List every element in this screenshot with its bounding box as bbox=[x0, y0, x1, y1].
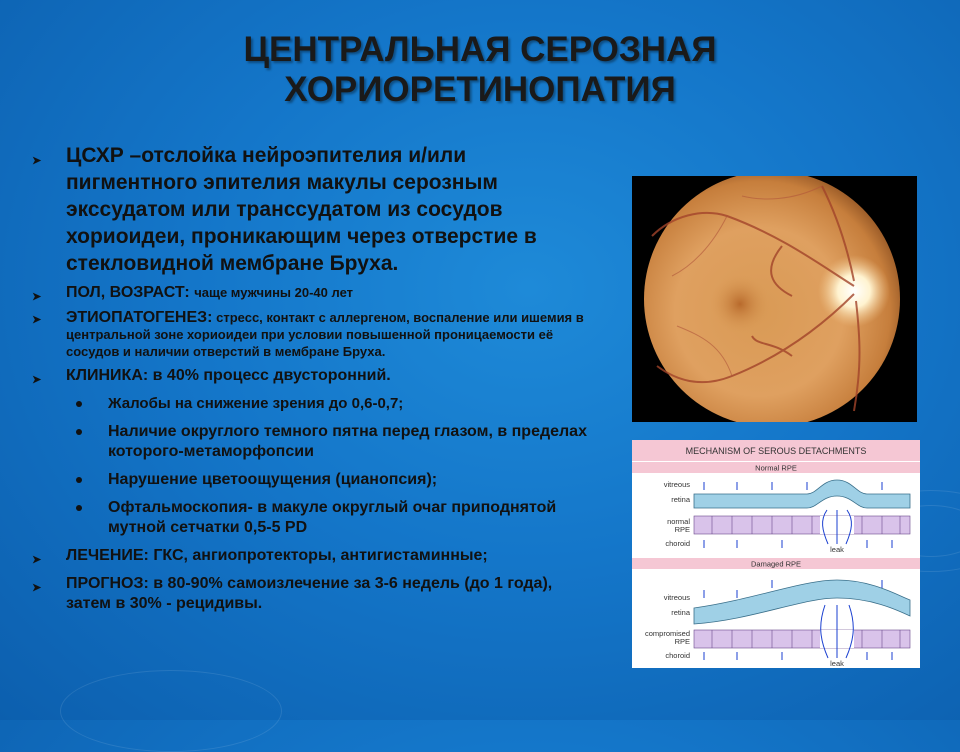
label-vitreous: vitreous bbox=[663, 480, 690, 489]
bullet-sex-age bbox=[30, 283, 600, 303]
arrow-bullet-icon: ➤ bbox=[32, 374, 42, 386]
label-normal: normal bbox=[667, 517, 690, 526]
symptom-text: Офтальмоскопия- в макуле округлый очаг приподнятой мутной сетчатки 0,5-5 PD bbox=[108, 499, 557, 536]
arrow-bullet-icon: ➤ bbox=[32, 314, 42, 326]
symptom-item bbox=[30, 422, 600, 462]
label-retina: retina bbox=[671, 495, 690, 504]
symptom-item bbox=[30, 394, 600, 414]
label-leak: leak bbox=[830, 545, 844, 554]
arrow-bullet-icon: ➤ bbox=[32, 291, 42, 303]
retina-layer bbox=[694, 480, 910, 508]
symptom-text: Наличие округлого темного пятна перед глазом, в пределах которого-метаморфопсии bbox=[108, 423, 587, 460]
panel1-title: Normal RPE bbox=[755, 463, 797, 473]
etio-label: ЭТИОПАТОГЕНЕЗ: bbox=[66, 309, 213, 326]
clinic-text: КЛИНИКА: в 40% процесс двусторонний. bbox=[66, 367, 391, 384]
bullet-etiopathogenesis bbox=[30, 309, 600, 360]
label-leak: leak bbox=[830, 659, 844, 668]
panel2-title: Damaged RPE bbox=[750, 559, 802, 569]
slide-title bbox=[0, 30, 960, 110]
label-vitreous: vitreous bbox=[663, 593, 690, 602]
arrow-bullet-icon: ➤ bbox=[32, 155, 42, 167]
label-retina: retina bbox=[671, 608, 690, 617]
bullet-prognosis bbox=[30, 574, 600, 614]
slide-title-line1: ЦЕНТРАЛЬНАЯ СЕРОЗНАЯ bbox=[243, 30, 717, 69]
treatment-text: ЛЕЧЕНИЕ: ГКС, ангиопротекторы, антигистаминные; bbox=[66, 547, 488, 564]
dot-bullet-icon bbox=[76, 477, 82, 483]
label-choroid: choroid bbox=[665, 539, 690, 548]
mechanism-diagram bbox=[632, 440, 920, 668]
ripple-decoration bbox=[60, 670, 282, 752]
arrow-bullet-icon: ➤ bbox=[32, 582, 42, 594]
prognosis-text: ПРОГНОЗ: в 80-90% самоизлечение за 3-6 недель (до 1 года), затем в 30% - рецидивы. bbox=[66, 575, 553, 612]
symptom-text: Жалобы на снижение зрения до 0,6-0,7; bbox=[108, 395, 404, 412]
arrow-bullet-icon: ➤ bbox=[32, 554, 42, 566]
dot-bullet-icon bbox=[76, 505, 82, 511]
retina-layer bbox=[694, 580, 910, 624]
slide-content bbox=[30, 142, 600, 614]
label-choroid: choroid bbox=[665, 651, 690, 660]
symptom-item bbox=[30, 470, 600, 490]
rpe-layer bbox=[694, 630, 910, 648]
label-rpe: RPE bbox=[674, 525, 690, 534]
dot-bullet-icon bbox=[76, 429, 82, 435]
sex-age-text: чаще мужчины 20-40 лет bbox=[194, 285, 354, 300]
diagram-title: MECHANISM OF SEROUS DETACHMENTS bbox=[685, 446, 867, 456]
etio-text: стресс, контакт с аллергеном, воспаление или ишемия в центральной зоне хориоидеи при условии повышенной проницаемости её сосудов и наличии отверстий в мембране Бруха. bbox=[66, 310, 584, 359]
label-compromised: compromised bbox=[644, 629, 690, 638]
symptom-text: Нарушение цветоощущения (цианопсия); bbox=[108, 471, 438, 488]
bullet-definition bbox=[30, 142, 600, 277]
definition-text: ЦСХР –отслойка нейроэпителия и/или пигментного эпителия макулы серозным экссудатом или транссудатом из сосудов хориоидеи, проникающим через отверстие в стекловидной мембране Бруха. bbox=[66, 144, 537, 275]
mechanism-diagram-svg bbox=[632, 440, 920, 668]
fundus-image bbox=[632, 176, 917, 422]
bullet-clinic bbox=[30, 366, 600, 386]
fundus-photo bbox=[632, 176, 917, 422]
symptom-item bbox=[30, 498, 600, 538]
sex-age-label: ПОЛ, ВОЗРАСТ: bbox=[66, 284, 190, 301]
bullet-treatment bbox=[30, 546, 600, 566]
rpe-layer bbox=[694, 516, 910, 534]
dot-bullet-icon bbox=[76, 401, 82, 407]
label-rpe: RPE bbox=[674, 637, 690, 646]
slide-title-line2: ХОРИОРЕТИНОПАТИЯ bbox=[284, 70, 676, 109]
